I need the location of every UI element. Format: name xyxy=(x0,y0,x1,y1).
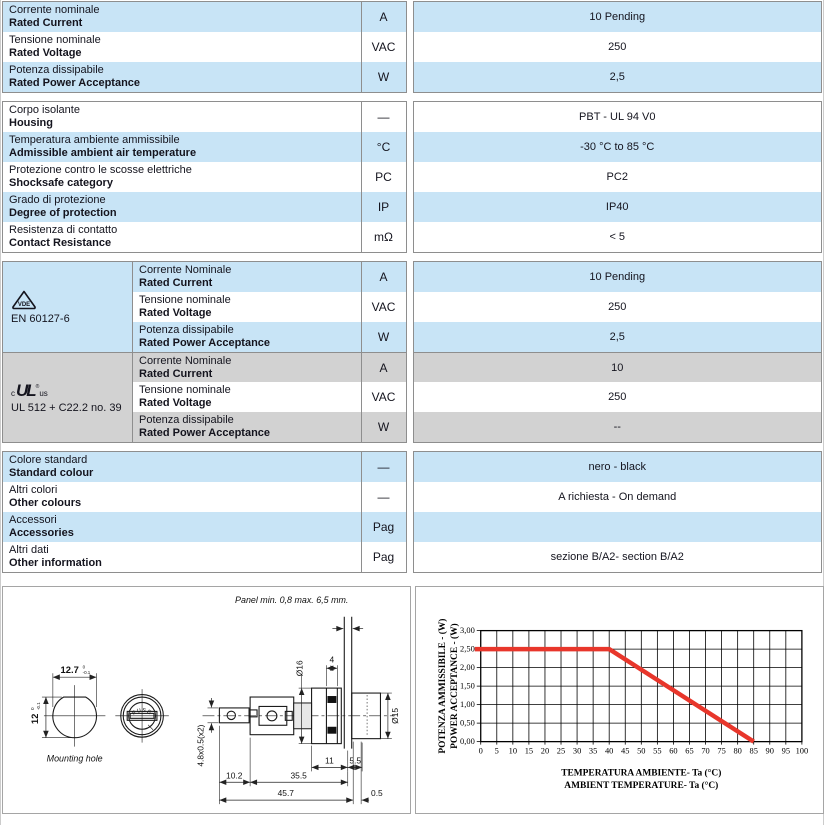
unit-cell: VAC xyxy=(361,382,406,412)
svg-text:30: 30 xyxy=(572,745,582,756)
svg-text:40: 40 xyxy=(604,745,614,756)
general-label-table xyxy=(2,101,407,253)
derating-chart xyxy=(416,587,823,813)
value-cell: PBT - UL 94 V0 xyxy=(414,102,822,132)
unit-cell: A xyxy=(361,262,406,292)
svg-text:3,00: 3,00 xyxy=(460,625,475,636)
value-cell: nero - black xyxy=(414,452,822,482)
bottom-section xyxy=(2,586,822,814)
vde-approval-cell xyxy=(3,262,133,352)
row-label-en: Accessories xyxy=(9,527,74,539)
y-axis-title-en: POWER ACCEPTANCE - (W) xyxy=(449,623,460,749)
table-row xyxy=(3,512,406,542)
table-row xyxy=(3,32,406,62)
table-row xyxy=(3,482,406,512)
svg-text:25: 25 xyxy=(556,745,566,756)
ring-length-dim: 11 xyxy=(325,755,334,766)
row-label-en: Rated Voltage xyxy=(9,47,82,59)
svg-text:35: 35 xyxy=(588,745,598,756)
table-row xyxy=(3,102,406,132)
table-row: Potenza dissipabile Rated Power Acceptance xyxy=(133,412,361,442)
protrusion-dim: 0.5 xyxy=(371,788,383,799)
value-cell: 2,5 xyxy=(414,62,822,92)
ul-standard-label: UL 512 + C22.2 no. 39 xyxy=(11,401,122,414)
svg-text:-0.1: -0.1 xyxy=(82,670,91,676)
row-label-it: Temperatura ambiente ammissibile xyxy=(9,134,180,146)
table-row: Corrente Nominale Rated Current xyxy=(133,262,361,292)
other-info-section xyxy=(2,451,822,573)
y-axis-title-it: POTENZA AMMISSIBILE - (W) xyxy=(438,618,449,754)
table-row xyxy=(3,452,406,482)
svg-text:70: 70 xyxy=(701,745,710,756)
unit-cell: — xyxy=(361,102,406,132)
svg-text:2,00: 2,00 xyxy=(460,662,475,673)
svg-text:0,00: 0,00 xyxy=(460,736,475,747)
row-label-en: Contact Resistance xyxy=(9,237,112,249)
vde-standard-label: EN 60127-6 xyxy=(11,312,70,325)
row-label-it: Protezione contro le scosse elettriche xyxy=(9,164,192,176)
svg-text:85: 85 xyxy=(749,745,758,756)
unit-cell: Pag xyxy=(361,542,406,572)
approvals-label-table xyxy=(2,261,407,443)
svg-text:0: 0 xyxy=(82,664,86,670)
unit-cell: VAC xyxy=(361,32,406,62)
row-label-it: Accessori xyxy=(9,514,57,526)
svg-text:50: 50 xyxy=(637,745,646,756)
row-label-it: Corrente nominale xyxy=(9,4,100,16)
value-cell: IP40 xyxy=(414,192,822,222)
unit-cell: — xyxy=(361,482,406,512)
vde-logo-icon xyxy=(11,290,37,310)
table-row xyxy=(3,222,406,252)
table-row xyxy=(3,192,406,222)
ul-logo-icon: c UL ® us xyxy=(11,380,48,400)
value-cell: sezione B/A2- section B/A2 xyxy=(414,542,822,572)
svg-text:10: 10 xyxy=(508,745,518,756)
x-axis-title-en: AMBIENT TEMPERATURE- Ta (°C) xyxy=(564,781,719,792)
svg-text:80: 80 xyxy=(733,745,742,756)
row-label-en: Rated Current xyxy=(9,17,83,29)
svg-text:100: 100 xyxy=(795,745,809,756)
row-label-it: Corpo isolante xyxy=(9,104,80,116)
approvals-value-table xyxy=(413,261,823,443)
cap-diameter-dim: Ø15 xyxy=(389,707,400,724)
hole-width-dim: 12.7 xyxy=(60,664,79,676)
ratings-value-table xyxy=(413,1,823,93)
total-length-dim: 45.7 xyxy=(277,788,294,799)
row-label-en: Other information xyxy=(9,557,102,569)
svg-text:20: 20 xyxy=(540,745,550,756)
unit-cell: PC xyxy=(361,162,406,192)
body-length-dim: 35.5 xyxy=(290,770,307,781)
value-cell: 250 xyxy=(414,292,822,322)
ul-approval-cell xyxy=(3,352,133,442)
value-cell: PC2 xyxy=(414,162,822,192)
svg-text:VDE: VDE xyxy=(17,301,31,308)
svg-text:0: 0 xyxy=(30,707,36,710)
table-row xyxy=(3,542,406,572)
svg-text:2,50: 2,50 xyxy=(460,643,475,654)
table-row: Corrente Nominale Rated Current xyxy=(133,352,361,382)
row-label-it: Potenza dissipabile xyxy=(9,64,104,76)
svg-text:55: 55 xyxy=(653,745,662,756)
svg-text:1,00: 1,00 xyxy=(460,699,475,710)
value-cell: < 5 xyxy=(414,222,822,252)
groove-dim: 4 xyxy=(329,654,335,665)
value-cell xyxy=(414,512,822,542)
row-label-it: Colore standard xyxy=(9,454,88,466)
svg-text:95: 95 xyxy=(781,745,791,756)
derating-chart-box xyxy=(415,586,824,814)
table-row xyxy=(3,62,406,92)
svg-text:5: 5 xyxy=(494,745,499,756)
unit-cell: Pag xyxy=(361,512,406,542)
value-cell: 2,5 xyxy=(414,322,822,352)
table-row xyxy=(3,132,406,162)
row-label-en: Shocksafe category xyxy=(9,177,113,189)
terminal-length-dim: 10.2 xyxy=(226,770,243,781)
value-cell: 10 xyxy=(414,352,822,382)
value-cell: A richiesta - On demand xyxy=(414,482,822,512)
ratings-section xyxy=(2,1,822,93)
value-cell: -30 °C to 85 °C xyxy=(414,132,822,162)
svg-text:60: 60 xyxy=(669,745,678,756)
svg-text:0,50: 0,50 xyxy=(460,717,475,728)
unit-cell: W xyxy=(361,322,406,352)
unit-cell: W xyxy=(361,412,406,442)
unit-cell: IP xyxy=(361,192,406,222)
unit-cell: °C xyxy=(361,132,406,162)
value-cell: 250 xyxy=(414,382,822,412)
row-label-it: Grado di protezione xyxy=(9,194,106,206)
unit-cell: A xyxy=(361,352,406,382)
row-label-it: Tensione nominale xyxy=(9,34,101,46)
other-value-table xyxy=(413,451,823,573)
ring-diameter-dim: Ø16 xyxy=(294,660,305,677)
svg-text:65: 65 xyxy=(685,745,694,756)
svg-text:15: 15 xyxy=(524,745,534,756)
approvals-section xyxy=(2,261,822,443)
general-section xyxy=(2,101,822,253)
value-cell: -- xyxy=(414,412,822,442)
row-label-en: Standard colour xyxy=(9,467,94,479)
row-label-it: Resistenza di contatto xyxy=(9,224,118,236)
hole-height-dim: 12 xyxy=(28,713,40,725)
table-row xyxy=(3,2,406,32)
svg-text:90: 90 xyxy=(765,745,774,756)
svg-text:45: 45 xyxy=(621,745,630,756)
row-label-en: Rated Power Acceptance xyxy=(9,77,141,89)
technical-drawing xyxy=(3,587,410,813)
svg-text:75: 75 xyxy=(717,745,726,756)
table-row: Tensione nominale Rated Voltage xyxy=(133,292,361,322)
table-row: Tensione nominale Rated Voltage xyxy=(133,382,361,412)
cap-length-dim: 5.5 xyxy=(349,755,362,766)
row-label-it: Altri dati xyxy=(9,544,49,556)
unit-cell: VAC xyxy=(361,292,406,322)
terminal-dim: 4.8x0.5(x2) xyxy=(195,724,206,767)
fuse-cap-text: FUSE xyxy=(131,707,153,717)
row-label-en: Degree of protection xyxy=(9,207,117,219)
value-cell: 10 Pending xyxy=(414,262,822,292)
svg-text:1,50: 1,50 xyxy=(460,680,475,691)
other-label-table xyxy=(2,451,407,573)
value-cell: 10 Pending xyxy=(414,2,822,32)
ratings-label-table xyxy=(2,1,407,93)
table-row xyxy=(3,162,406,192)
panel-note: Panel min. 0,8 max. 6,5 mm. xyxy=(235,594,349,605)
row-label-en: Admissible ambient air temperature xyxy=(9,147,197,159)
row-label-it: Altri colori xyxy=(9,484,58,496)
unit-cell: mΩ xyxy=(361,222,406,252)
svg-text:-0.1: -0.1 xyxy=(35,702,41,710)
unit-cell: W xyxy=(361,62,406,92)
derating-curve xyxy=(475,649,754,742)
general-value-table xyxy=(413,101,823,253)
svg-text:0: 0 xyxy=(478,745,483,756)
row-label-en: Other colours xyxy=(9,497,82,509)
x-axis-title-it: TEMPERATURA AMBIENTE- Ta (°C) xyxy=(561,768,722,779)
row-label-en: Housing xyxy=(9,117,53,129)
table-row: Potenza dissipabile Rated Power Acceptance xyxy=(133,322,361,352)
value-cell: 250 xyxy=(414,32,822,62)
mounting-hole-label: Mounting hole xyxy=(46,753,103,764)
unit-cell: — xyxy=(361,452,406,482)
chart-tick-labels xyxy=(460,625,808,755)
technical-drawing-box xyxy=(2,586,411,814)
unit-cell: A xyxy=(361,2,406,32)
